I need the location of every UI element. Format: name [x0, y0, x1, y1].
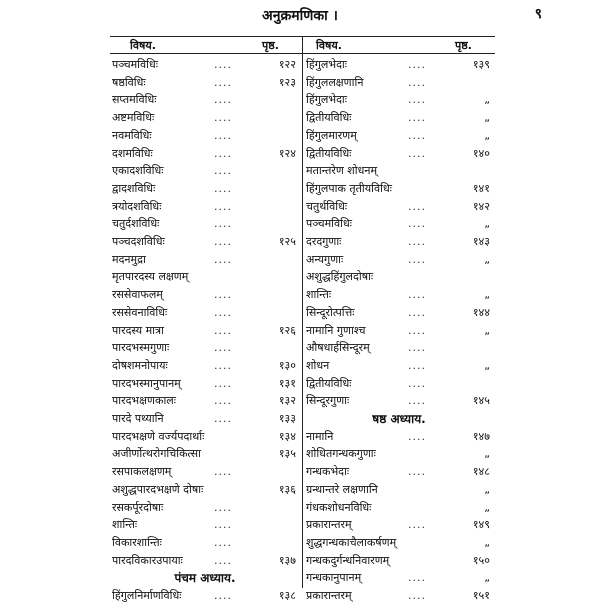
leader-dots: .... — [214, 465, 232, 479]
entry-page-number: „ — [484, 111, 490, 125]
entry-title: ग्रन्थान्तरे लक्षणानि — [306, 482, 378, 496]
index-entry — [110, 587, 300, 605]
entry-title: गन्धकदुर्गन्धनिवारणम् — [306, 553, 390, 567]
entry-page-number: „ — [484, 482, 490, 496]
entry-page-number: „ — [484, 571, 490, 585]
entry-title: दशमविधिः — [112, 146, 153, 160]
entry-title: अशुद्धहिंगुलदोषाः — [306, 270, 374, 284]
entry-page-number: „ — [484, 217, 490, 231]
leader-dots: .... — [214, 199, 232, 213]
entry-page-number: १५० — [472, 553, 490, 567]
index-entry — [110, 74, 300, 92]
index-entry — [304, 481, 494, 499]
entry-page-number: १३३ — [278, 412, 296, 425]
leader-dots: .... — [408, 305, 426, 319]
entry-title: पञ्चमविधिः — [306, 217, 352, 231]
index-entry — [304, 162, 494, 180]
leader-dots: .... — [214, 93, 232, 107]
entry-title: गंधकशोधनविधिः — [306, 500, 372, 514]
leader-dots: .... — [408, 394, 426, 408]
index-entry — [304, 445, 494, 463]
index-entry — [110, 233, 300, 251]
leader-dots: .... — [408, 288, 426, 302]
leader-dots: .... — [214, 75, 232, 89]
index-entry — [304, 91, 494, 109]
leader-dots: .... — [408, 128, 426, 142]
leader-dots: .... — [408, 358, 426, 372]
entry-title: पारदस्य मात्रा — [112, 323, 164, 337]
right-subject-header: विषय. — [316, 39, 342, 52]
entry-title: हिंगुलभेदाः — [306, 93, 347, 107]
entry-title: मतान्तरेण शोधनम् — [306, 164, 378, 178]
entry-title: द्वितीयविधिः — [306, 111, 352, 125]
index-entry — [304, 198, 494, 216]
index-entry — [304, 56, 494, 74]
entry-title: नामानि गुणाश्च — [306, 323, 366, 337]
leader-dots: .... — [214, 376, 232, 390]
leader-dots: .... — [408, 235, 426, 248]
entry-page-number: १४८ — [472, 465, 490, 479]
leader-dots: .... — [214, 518, 232, 532]
leader-dots: .... — [408, 323, 426, 337]
entry-page-number: „ — [484, 93, 490, 107]
index-entry — [304, 268, 494, 286]
index-entry — [304, 251, 494, 269]
entry-title: नामानि — [306, 429, 334, 443]
leader-dots: .... — [408, 518, 426, 532]
index-entry — [110, 304, 300, 322]
entry-title: अजीर्णोत्थरोगचिकित्सा — [112, 447, 201, 461]
index-entry — [304, 357, 494, 375]
index-entry — [304, 392, 494, 410]
entry-title: सप्तमविधिः — [112, 93, 157, 107]
entry-title: प्रकारान्तरम् — [306, 518, 352, 532]
entry-title: द्वितीयविधिः — [306, 376, 352, 390]
index-entry — [304, 74, 494, 92]
entry-title: अष्टमविधिः — [112, 111, 155, 125]
entry-title: पारदे पथ्यानि — [112, 412, 164, 425]
index-entry — [304, 569, 494, 587]
entry-page-number: १५१ — [472, 589, 490, 602]
leader-dots: .... — [408, 93, 426, 107]
leader-dots: .... — [214, 235, 232, 248]
index-entry — [110, 251, 300, 269]
entry-page-number: १२६ — [278, 323, 296, 337]
index-entry — [110, 339, 300, 357]
entry-page-number: „ — [484, 288, 490, 302]
entry-title: पारदभस्मगुणाः — [112, 341, 170, 355]
index-entry — [304, 322, 494, 340]
chapter-heading: पंचम अध्याय. — [174, 571, 236, 586]
index-entry — [110, 127, 300, 145]
index-entry — [110, 145, 300, 163]
right-page-header: पृष्ठ. — [455, 39, 472, 52]
index-entry — [110, 516, 300, 534]
leader-dots: .... — [214, 589, 232, 602]
entry-page-number: १३६ — [278, 482, 296, 496]
entry-title: चतुर्थविधिः — [306, 199, 348, 213]
index-entry — [110, 445, 300, 463]
leader-dots: .... — [408, 465, 426, 479]
entry-title: द्वादशविधिः — [112, 181, 156, 195]
entry-page-number: १४७ — [472, 429, 490, 443]
index-entry — [110, 428, 300, 446]
index-entry — [110, 375, 300, 393]
leader-dots: .... — [214, 128, 232, 142]
index-entry — [110, 534, 300, 552]
leader-dots: .... — [408, 58, 426, 71]
entry-title: पारदभस्मानुपानम् — [112, 376, 181, 390]
index-entry — [110, 322, 300, 340]
page-title: अनुक्रमणिका । — [262, 8, 338, 24]
index-entry — [304, 109, 494, 127]
entry-title: हिंगुलपाक तृतीयविधिः — [306, 181, 392, 195]
leader-dots: .... — [408, 589, 426, 602]
entry-title: चतुर्दशविधिः — [112, 217, 160, 231]
leader-dots: .... — [214, 164, 232, 178]
index-entry — [110, 481, 300, 499]
chapter-heading: षष्ठ अध्याय. — [372, 412, 426, 426]
left-page-header: पृष्ठ. — [262, 39, 279, 52]
entry-title: मृतपारदस्य लक्षणम् — [112, 270, 189, 284]
index-entry — [304, 180, 494, 198]
entry-page-number: १३४ — [278, 429, 296, 443]
index-entry — [304, 552, 494, 570]
index-entry — [110, 109, 300, 127]
entry-title: गन्धकानुपानम् — [306, 571, 362, 585]
index-entry — [304, 428, 494, 446]
entry-title: एकादशविधिः — [112, 164, 164, 178]
index-entry — [110, 499, 300, 517]
leader-dots: .... — [408, 376, 426, 390]
entry-page-number: १३२ — [278, 394, 296, 408]
leader-dots: .... — [214, 358, 232, 372]
entry-title: शुद्धगन्धकाचैलाकर्षणम् — [306, 535, 397, 549]
index-entry — [110, 286, 300, 304]
entry-title: दोषशमनोपायः — [112, 358, 168, 372]
entry-page-number: १३७ — [278, 553, 296, 567]
index-entry — [304, 375, 494, 393]
entry-page-number: १३९ — [472, 58, 490, 71]
entry-page-number: १३५ — [278, 447, 296, 461]
leader-dots: .... — [214, 111, 232, 125]
leader-dots: .... — [214, 305, 232, 319]
entry-title: रससेवाफलम् — [112, 288, 163, 302]
leader-dots: .... — [214, 553, 232, 567]
index-entry — [304, 587, 494, 605]
entry-page-number: १२२ — [278, 58, 296, 71]
entry-page-number: „ — [484, 535, 490, 549]
entry-title: औषधार्हसिन्दूरम् — [306, 341, 370, 355]
entry-title: सिन्दूरगुणाः — [306, 394, 350, 408]
entry-title: नवमविधिः — [112, 128, 152, 142]
index-entry — [304, 215, 494, 233]
entry-title: हिंगुलमारणम् — [306, 128, 357, 142]
index-entry — [110, 56, 300, 74]
index-entry — [304, 145, 494, 163]
leader-dots: .... — [408, 571, 426, 585]
entry-title: गन्धकभेदाः — [306, 465, 350, 479]
index-table — [110, 36, 495, 602]
entry-page-number: १४५ — [472, 394, 490, 408]
entry-page-number: „ — [484, 252, 490, 266]
leader-dots: .... — [214, 288, 232, 302]
leader-dots: .... — [408, 252, 426, 266]
index-entry — [110, 198, 300, 216]
entry-page-number: „ — [484, 128, 490, 142]
leader-dots: .... — [214, 323, 232, 337]
entry-page-number: १४३ — [472, 235, 490, 248]
index-entry — [110, 215, 300, 233]
entry-title: प्रकारान्तरम् — [306, 589, 352, 602]
entry-title: हिंगुलनिर्माणविधिः — [112, 589, 182, 602]
entry-page-number: १४९ — [472, 518, 490, 532]
index-entry — [304, 233, 494, 251]
leader-dots: .... — [408, 146, 426, 160]
leader-dots: .... — [214, 252, 232, 266]
entry-page-number: १२४ — [278, 146, 296, 160]
leader-dots: .... — [408, 199, 426, 213]
entry-page-number: „ — [484, 323, 490, 337]
entry-page-number: १४० — [472, 146, 490, 160]
index-entry — [110, 410, 300, 428]
entry-title: त्रयोदशविधिः — [112, 199, 162, 213]
leader-dots: .... — [214, 394, 232, 408]
index-entry — [110, 91, 300, 109]
index-entry — [304, 463, 494, 481]
leader-dots: .... — [214, 500, 232, 514]
entry-title: शान्तिः — [112, 518, 138, 532]
column-divider — [302, 36, 303, 588]
entry-page-number: १२३ — [278, 75, 296, 89]
entry-page-number: „ — [484, 500, 490, 514]
entry-page-number: „ — [484, 447, 490, 461]
entry-title: रससेवनाविधिः — [112, 305, 168, 319]
entry-title: अन्यगुणाः — [306, 252, 344, 266]
entry-page-number: १४४ — [472, 305, 490, 319]
entry-page-number: १३१ — [278, 376, 296, 390]
index-entry — [110, 180, 300, 198]
entry-page-number: १३८ — [278, 589, 296, 602]
page-number: ९ — [534, 6, 542, 22]
leader-dots: .... — [408, 75, 426, 89]
entry-page-number: १४२ — [472, 199, 490, 213]
leader-dots: .... — [408, 217, 426, 231]
entry-title: पारदभक्षणे वर्ज्यपदार्थाः — [112, 429, 205, 443]
entry-page-number: १३० — [278, 358, 296, 372]
leader-dots: .... — [214, 181, 232, 195]
entry-page-number: „ — [484, 358, 490, 372]
entry-page-number: १२५ — [278, 235, 296, 248]
entry-title: शोधन — [306, 358, 330, 372]
index-entry — [110, 357, 300, 375]
index-entry — [110, 463, 300, 481]
index-entry — [304, 516, 494, 534]
leader-dots: .... — [214, 412, 232, 425]
entry-title: षष्ठविधिः — [112, 75, 146, 89]
entry-title: रसकर्पूरदोषाः — [112, 500, 164, 514]
index-entry — [110, 268, 300, 286]
entry-title: दरदगुणाः — [306, 235, 342, 248]
index-entry — [304, 286, 494, 304]
entry-title: हिंगुललक्षणानि — [306, 75, 364, 89]
leader-dots: .... — [408, 341, 426, 355]
index-entry — [304, 304, 494, 322]
entry-title: पञ्चदशविधिः — [112, 235, 165, 248]
index-entry — [304, 127, 494, 145]
entry-title: रसपाकलक्षणम् — [112, 465, 172, 479]
entry-title: पारदविकारउपायाः — [112, 553, 183, 567]
leader-dots: .... — [408, 429, 426, 443]
leader-dots: .... — [214, 341, 232, 355]
index-entry — [304, 339, 494, 357]
leader-dots: .... — [214, 535, 232, 549]
entry-title: विकारशान्तिः — [112, 535, 162, 549]
entry-title: सिन्दूरोत्पत्तिः — [306, 305, 355, 319]
index-entry — [304, 534, 494, 552]
entry-page-number: १४१ — [472, 181, 490, 195]
entry-title: हिंगुलभेदाः — [306, 58, 347, 71]
entry-title: मदनमुद्रा — [112, 252, 146, 266]
leader-dots: .... — [408, 111, 426, 125]
index-entry — [110, 552, 300, 570]
entry-title: पारदभक्षणकालः — [112, 394, 176, 408]
index-entry — [304, 499, 494, 517]
entry-title: अशुद्धपारदभक्षणे दोषाः — [112, 482, 204, 496]
index-entry — [110, 162, 300, 180]
leader-dots: .... — [214, 217, 232, 231]
leader-dots: .... — [214, 58, 232, 71]
entry-title: शान्तिः — [306, 288, 332, 302]
left-subject-header: विषय. — [130, 39, 156, 52]
entry-title: द्वितीयविधिः — [306, 146, 352, 160]
entry-title: पञ्चमविधिः — [112, 58, 158, 71]
entry-title: शोधितगन्धकगुणाः — [306, 447, 376, 461]
index-entry — [110, 392, 300, 410]
leader-dots: .... — [214, 146, 232, 160]
